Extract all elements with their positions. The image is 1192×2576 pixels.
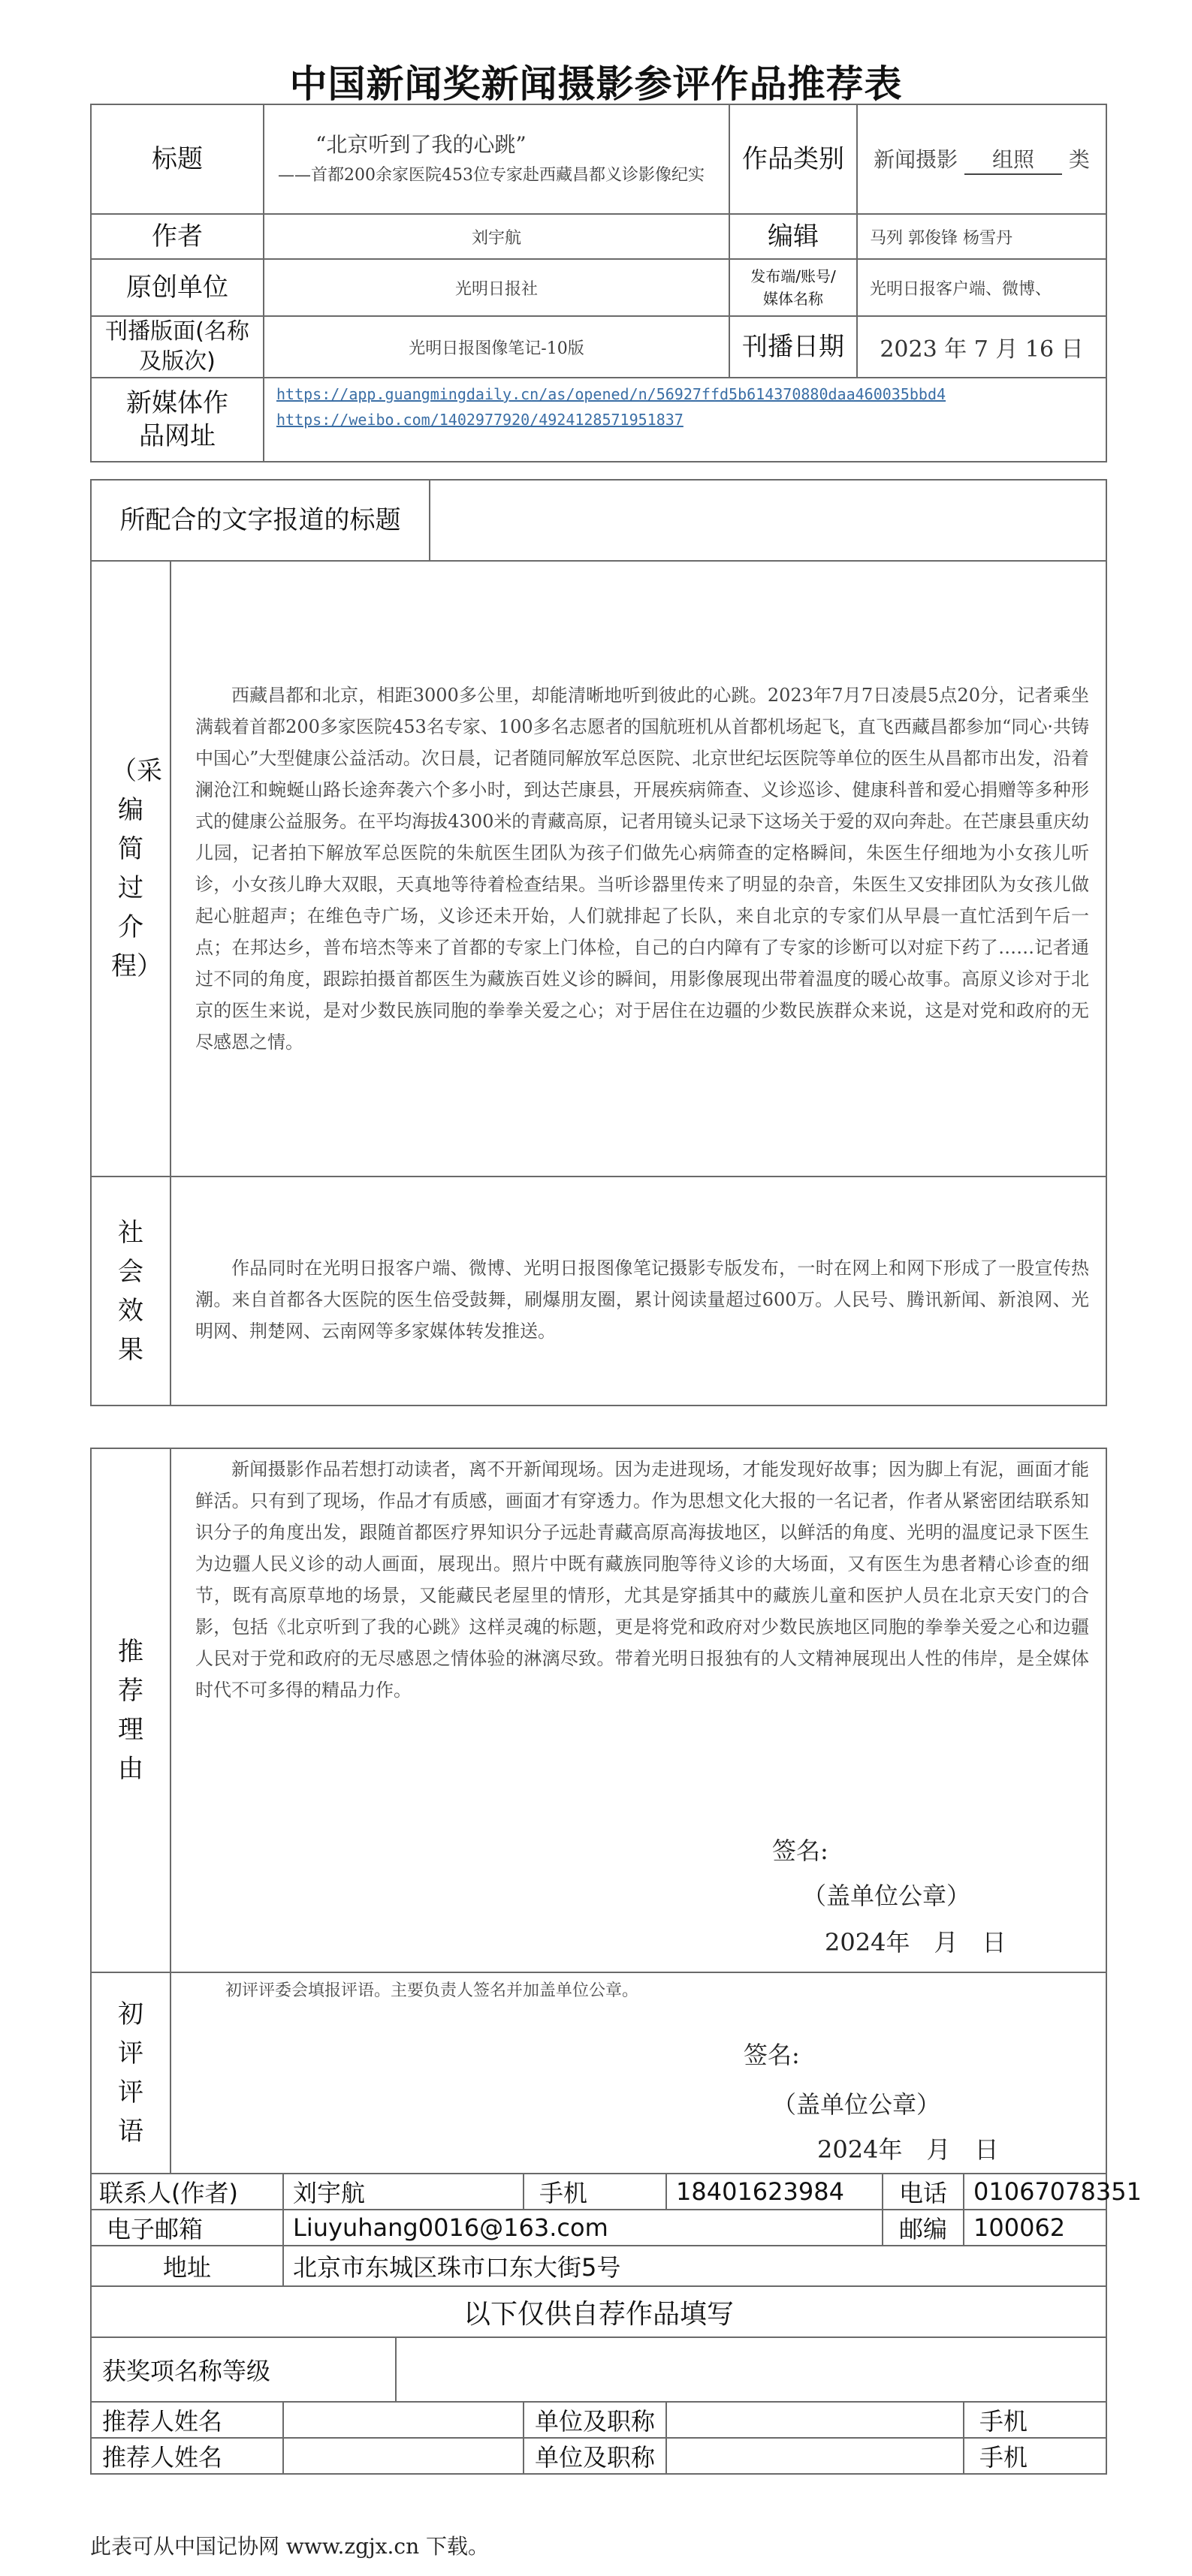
publisher-label: 发布端/账号/媒体名称 [729,259,857,316]
zip-value: 100062 [964,2210,1106,2246]
text-report-value [430,480,1106,561]
author-label: 作者 [91,214,264,259]
address-value: 北京市东城区珠市口东大街5号 [283,2246,1106,2286]
category-cell [857,104,1106,214]
date-value: 2023 年 7 月 16 日 [857,316,1106,378]
process-body-cell [171,561,1106,1177]
weibo-url-link[interactable]: https://weibo.com/1402977920/4924128571951837 [276,411,684,429]
app-url-link[interactable]: https://app.guangmingdaily.cn/as/opened/n/56927ffd5b614370880daa460035bbd4 [276,385,946,403]
initial-seal-label: （盖单位公章） [772,2090,941,2119]
category-value: 组照 [964,143,1062,175]
recommend-date: 2024年 月 日 [825,1928,1006,1957]
work-title-cell [264,104,729,214]
award-value [396,2337,1106,2402]
date-label: 刊播日期 [729,316,857,378]
address-label: 地址 [91,2246,283,2286]
email-value: Liuyuhang0016@163.com [283,2210,883,2246]
work-title-sub: ——首都200余家医院453位专家赴西藏昌都义诊影像纪实 [278,166,705,185]
self-recommend-heading: 以下仅供自荐作品填写 [91,2286,1106,2337]
process-label-cell [91,561,171,1177]
org-2-value [666,2438,964,2474]
recommend-seal-label: （盖单位公章） [802,1882,971,1910]
title-label: 标题 [91,104,264,214]
editor-value: 马列 郭俊锋 杨雪丹 [857,214,1106,259]
process-label: （采编简过介程） [111,756,162,981]
work-title-main: “北京听到了我的心跳” [315,132,527,157]
mobile-label: 手机 [524,2174,666,2210]
page-title: 中国新闻奖新闻摄影参评作品推荐表 [289,62,903,106]
effect-body: 作品同时在光明日报客户端、微博、光明日报图像笔记摄影专版发布，一时在网上和网下形成了一股宣传热潮。来自首都各大医院的医生倍受鼓舞，刷爆朋友圈，累计阅读量超过600万。人民号、腾讯新闻、新浪网、光明网、荆楚网、云南网等多家媒体转发推送。 [195,1258,1089,1342]
unit-label: 原创单位 [91,259,264,316]
category-suffix: 类 [1068,147,1090,172]
initial-label-cell [91,1972,171,2174]
recommender-1-value [283,2402,524,2438]
recommender-2-label: 推荐人姓名 [91,2438,283,2474]
org-1-label: 单位及职称 [524,2402,666,2438]
contact-label: 联系人(作者) [91,2174,283,2210]
zip-label: 邮编 [883,2210,964,2246]
author-value: 刘宇航 [264,214,729,259]
text-report-label: 所配合的文字报道的标题 [91,480,430,561]
recommender-1-label: 推荐人姓名 [91,2402,283,2438]
org-2-label: 单位及职称 [524,2438,666,2474]
recommender-1-mobile-label: 手机 [964,2402,1106,2438]
review-table [90,1448,1142,2475]
email-label: 电子邮箱 [91,2210,283,2246]
recommender-2-mobile-label: 手机 [964,2438,1106,2474]
phone-value: 01067078351 [964,2174,1106,2210]
initial-body-cell [171,1972,1106,2174]
url-cell [264,378,1106,462]
initial-date: 2024年 月 日 [817,2135,999,2164]
unit-value: 光明日报社 [264,259,729,316]
footer-note: 此表可从中国记协网 www.zgjx.cn 下载。 [90,2534,490,2559]
mobile-value: 18401623984 [666,2174,883,2210]
editor-label: 编辑 [729,214,857,259]
info-table [90,104,1107,462]
recommender-2-value [283,2438,524,2474]
contact-value: 刘宇航 [283,2174,524,2210]
org-1-value [666,2402,964,2438]
narrative-table [90,479,1107,1406]
initial-sign-label: 签名: [744,2041,800,2069]
initial-label: 初评评语 [118,1999,143,2147]
recommend-body-cell [171,1448,1106,1972]
award-label: 获奖项名称等级 [91,2337,396,2402]
publisher-value: 光明日报客户端、微博、 [857,259,1106,316]
recommend-label-cell [91,1448,171,1972]
recommend-body: 新闻摄影作品若想打动读者，离不开新闻现场。因为走进现场，才能发现好故事；因为脚上有泥，画面才能鲜活。只有到了现场，作品才有质感，画面才有穿透力。作为思想文化大报的一名记者，作者从紧密团结联系知识分子的角度出发，跟随首都医疗界知识分子远赴青藏高原高海拔地区，以鲜活的角度、光明的温度记录下医生为边疆人民义诊的动人画面，展现出。照片中既有藏族同胞等待义诊的大场面，又有医生为患者精心诊查的细节，既有高原草地的场景，又能藏民老屋里的情形，尤其是穿插其中的藏族儿童和医护人员在北京天安门的合影，包括《北京听到了我的心跳》这样灵魂的标题，更是将党和政府对少数民族地区同胞的拳拳关爱之心和边疆人民对于党和政府的无尽感恩之情体验的淋漓尽致。带着光明日报独有的人文精神展现出人性的伟岸，是全媒体时代不可多得的精品力作。 [195,1459,1090,1701]
process-body: 西藏昌都和北京，相距3000多公里，却能清晰地听到彼此的心跳。2023年7月7日凌晨5点20分，记者乘坐满载着首都200多家医院453名专家、100多名志愿者的国航班机从首都机场起飞，直飞西藏昌都参加“同心·共铸中国心”大型健康公益活动。次日晨，记者随同解放军总医院、北京世纪坛医院等单位的医生从昌都市出发，沿着澜沧江和蜿蜒山路长途奔袭六个多小时，到达芒康县，开展疾病筛查、义诊巡诊、健康科普和爱心捐赠等多种形式的健康公益服务。在平均海拔4300米的青藏高原，记者用镜头记录下这场关于爱的双向奔赴。在芒康县重庆幼儿园，记者拍下解放军总医院的朱航医生团队为孩子们做先心病筛查的定格瞬间，朱医生仔细地为小女孩儿听诊，小女孩儿睁大双眼，天真地等待着检查结果。当听诊器里传来了明显的杂音，朱医生又安排团队为女孩儿做起心脏超声；在维色寺广场，义诊还未开始，人们就排起了长队，来自北京的专家们从早晨一直忙活到午后一点；在邦达乡，普布培杰等来了首都的专家上门体检，自己的白内障有了专家的诊断可以对症下药了……记者通过不同的角度，跟踪拍摄首都医生为藏族百姓义诊的瞬间，用影像展现出带着温度的暖心故事。高原义诊对于北京的医生来说，是对少数民族同胞的拳拳关爱之心；对于居住在边疆的少数民族群众来说，这是对党和政府的无尽感恩之情。 [195,685,1089,1053]
phone-label: 电话 [883,2174,964,2210]
effect-label: 社会效果 [118,1217,143,1365]
category-label: 作品类别 [729,104,857,214]
recommend-sign-label: 签名: [772,1836,828,1865]
category-prefix: 新闻摄影 [874,147,958,172]
initial-note: 初评评委会填报评语。主要负责人签名并加盖单位公章。 [225,1981,639,2000]
edition-label: 刊播版面(名称及版次) [91,316,264,378]
edition-value: 光明日报图像笔记-10版 [264,316,729,378]
recommend-label: 推荐理由 [118,1637,143,1784]
url-label: 新媒体作品网址 [91,378,264,462]
effect-label-cell [91,1177,171,1406]
effect-body-cell [171,1177,1106,1406]
